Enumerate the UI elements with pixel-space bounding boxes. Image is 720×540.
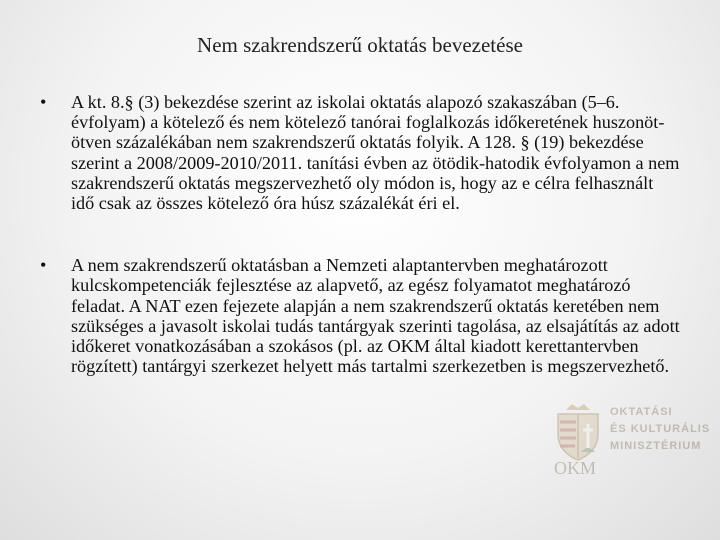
watermark-abbreviation: OKM bbox=[554, 458, 597, 478]
bullet-item bbox=[40, 92, 680, 213]
bullet-list bbox=[40, 92, 680, 376]
bullet-text: A kt. 8.§ (3) bekezdése szerint az iskolai oktatás alapozó szakaszában (5–6. évfolyam) a kötelező és nem kötelező tanórai foglalkozás időkeretének huszonöt-ötven százalékában nem szakrendszerű oktatás folyik. A 128. § (19) bekezdése szerint a 2008/2009-2010/2011. tanítási évben az ötödik-hatodik évfolyamon a nem szakrendszerű oktatás megszervezhető oly módon is, hogy az e célra felhasznált idő csak az összes kötelező óra húsz százalékát éri el. bbox=[71, 92, 680, 214]
bullet-item bbox=[40, 255, 680, 376]
watermark-line-2: ÉS KULTURÁLIS bbox=[610, 423, 711, 435]
bullet-text: A nem szakrendszerű oktatásban a Nemzeti alaptantervben meghatározott kulcskompetenciák fejlesztése az alapvető, az egész folyamatot meghatározó feladat. A NAT ezen fejezete alapján a nem szakrendszerű oktatás keretében nem szükséges a javasolt iskolai tudás tantárgyak szerinti tagolása, az elsajátítás az adott időkeret vonatkozásában a szokásos (pl. az OKM által kiadott kerettantervben rögzített) tantárgyi szerkezet helyett más tartalmi szerkezetben is megszervezhető. bbox=[71, 255, 680, 377]
ministry-watermark bbox=[548, 398, 720, 488]
slide-title: Nem szakrendszerű oktatás bevezetése bbox=[197, 33, 523, 57]
bullet-dot: • bbox=[40, 255, 47, 276]
watermark-line-3: MINISZTÉRIUM bbox=[610, 440, 702, 452]
coat-of-arms-icon bbox=[552, 400, 604, 462]
bullet-dot: • bbox=[40, 92, 47, 112]
watermark-line-1: OKTATÁSI bbox=[610, 406, 673, 418]
